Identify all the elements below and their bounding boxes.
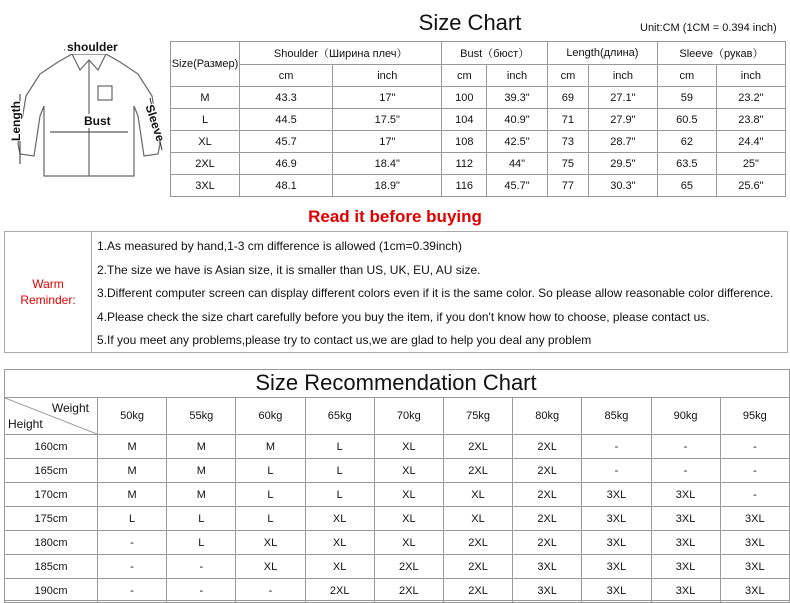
size-label-cell: L bbox=[171, 109, 240, 131]
recommended-size-cell: - bbox=[236, 579, 305, 603]
recommended-size-cell: XL bbox=[374, 531, 443, 555]
reminder-item: 3.Different computer screen can display different colors even if it is the same color. So please allow reasonable color difference. bbox=[97, 286, 774, 300]
size-value-cell: 25.6" bbox=[716, 175, 785, 197]
weight-header: 75kg bbox=[443, 398, 512, 435]
recommended-size-cell: 2XL bbox=[443, 459, 512, 483]
size-value-cell: 73 bbox=[547, 131, 588, 153]
recommended-size-cell: 2XL bbox=[513, 483, 582, 507]
recommended-size-cell: - bbox=[582, 435, 651, 459]
size-value-cell: 75 bbox=[547, 153, 588, 175]
recommended-size-cell: M bbox=[98, 483, 167, 507]
weight-header: 55kg bbox=[167, 398, 236, 435]
size-label-cell: XL bbox=[171, 131, 240, 153]
unit-note: Unit:CM (1CM = 0.394 inch) bbox=[640, 22, 777, 34]
size-value-cell: 45.7 bbox=[240, 131, 333, 153]
size-value-cell: 17.5" bbox=[333, 109, 442, 131]
height-row bbox=[5, 507, 790, 531]
recommended-size-cell: - bbox=[98, 531, 167, 555]
recommended-size-cell: XL bbox=[374, 507, 443, 531]
size-label-cell: 3XL bbox=[171, 175, 240, 197]
measure-header: Shoulder（Ширина плеч） bbox=[240, 42, 442, 65]
recommended-size-cell: XL bbox=[236, 555, 305, 579]
size-value-cell: 27.1" bbox=[588, 87, 657, 109]
unit-header: inch bbox=[716, 65, 785, 87]
recommended-size-cell: 3XL bbox=[651, 555, 720, 579]
recommended-size-cell: L bbox=[236, 507, 305, 531]
recommended-size-cell: 2XL bbox=[443, 579, 512, 603]
recommended-size-cell: 3XL bbox=[582, 483, 651, 507]
height-label-cell: 185cm bbox=[5, 555, 98, 579]
height-row bbox=[5, 531, 790, 555]
recommended-size-cell: - bbox=[98, 579, 167, 603]
weight-header: 60kg bbox=[236, 398, 305, 435]
recommended-size-cell: - bbox=[167, 555, 236, 579]
recommended-size-cell: XL bbox=[305, 555, 374, 579]
recommended-size-cell: 3XL bbox=[582, 555, 651, 579]
recommended-size-cell: 2XL bbox=[305, 579, 374, 603]
height-label-cell: 170cm bbox=[5, 483, 98, 507]
size-value-cell: 104 bbox=[442, 109, 487, 131]
height-row bbox=[5, 435, 790, 459]
size-value-cell: 116 bbox=[442, 175, 487, 197]
size-row bbox=[171, 109, 786, 131]
warm-reminder-label bbox=[5, 232, 92, 352]
recommended-size-cell: 3XL bbox=[513, 579, 582, 603]
size-value-cell: 108 bbox=[442, 131, 487, 153]
recommended-size-cell: L bbox=[98, 507, 167, 531]
shoulder-label: shoulder bbox=[67, 40, 118, 54]
weight-header: 70kg bbox=[374, 398, 443, 435]
recommended-size-cell: - bbox=[651, 435, 720, 459]
size-value-cell: 44" bbox=[487, 153, 548, 175]
size-value-cell: 18.4" bbox=[333, 153, 442, 175]
size-value-cell: 17" bbox=[333, 87, 442, 109]
recommended-size-cell: 2XL bbox=[443, 435, 512, 459]
recommended-size-cell: 2XL bbox=[443, 531, 512, 555]
size-row bbox=[171, 87, 786, 109]
unit-header: inch bbox=[588, 65, 657, 87]
shirt-measurement-diagram bbox=[10, 36, 170, 196]
recommended-size-cell: L bbox=[167, 507, 236, 531]
recommended-size-cell: 2XL bbox=[513, 459, 582, 483]
unit-header: cm bbox=[547, 65, 588, 87]
weight-axis-label: Weight bbox=[51, 401, 89, 415]
recommended-size-cell: 3XL bbox=[582, 507, 651, 531]
height-axis-label: Height bbox=[8, 417, 43, 431]
recommended-size-cell: - bbox=[720, 483, 789, 507]
recommended-size-cell: - bbox=[720, 459, 789, 483]
recommended-size-cell: XL bbox=[443, 507, 512, 531]
recommended-size-cell: 3XL bbox=[651, 579, 720, 603]
recommended-size-cell: 3XL bbox=[582, 579, 651, 603]
recommended-size-cell: 3XL bbox=[651, 483, 720, 507]
unit-header: inch bbox=[487, 65, 548, 87]
height-row bbox=[5, 579, 790, 603]
size-value-cell: 46.9 bbox=[240, 153, 333, 175]
size-value-cell: 69 bbox=[547, 87, 588, 109]
size-value-cell: 27.9" bbox=[588, 109, 657, 131]
measure-header: Bust（бюст） bbox=[442, 42, 547, 65]
size-value-cell: 71 bbox=[547, 109, 588, 131]
warm-reminder-label-line1: Warm bbox=[32, 277, 64, 291]
size-value-cell: 25" bbox=[716, 153, 785, 175]
reminder-item: 1.As measured by hand,1-3 cm difference is allowed (1cm=0.39inch) bbox=[97, 239, 462, 253]
recommended-size-cell: - bbox=[720, 435, 789, 459]
recommended-size-cell: 2XL bbox=[374, 579, 443, 603]
weight-header: 95kg bbox=[720, 398, 789, 435]
recommended-size-cell: M bbox=[98, 459, 167, 483]
size-value-cell: 39.3" bbox=[487, 87, 548, 109]
recommended-size-cell: XL bbox=[374, 435, 443, 459]
read-before-buying-title: Read it before buying bbox=[308, 207, 482, 226]
recommended-size-cell: XL bbox=[236, 531, 305, 555]
size-column-header: Size(Размер) bbox=[171, 42, 240, 87]
recommended-size-cell: 2XL bbox=[443, 555, 512, 579]
recommended-size-cell: 3XL bbox=[720, 507, 789, 531]
recommended-size-cell: M bbox=[236, 435, 305, 459]
size-value-cell: 62 bbox=[657, 131, 716, 153]
recommended-size-cell: 3XL bbox=[720, 579, 789, 603]
size-value-cell: 23.2" bbox=[716, 87, 785, 109]
size-row bbox=[171, 153, 786, 175]
length-label: Length bbox=[9, 101, 23, 141]
height-label-cell: 180cm bbox=[5, 531, 98, 555]
size-value-cell: 59 bbox=[657, 87, 716, 109]
height-label-cell: 160cm bbox=[5, 435, 98, 459]
warm-reminder-label-line2: Reminder: bbox=[20, 293, 76, 307]
size-value-cell: 24.4" bbox=[716, 131, 785, 153]
size-value-cell: 40.9" bbox=[487, 109, 548, 131]
recommended-size-cell: 3XL bbox=[651, 531, 720, 555]
unit-header: cm bbox=[240, 65, 333, 87]
recommended-size-cell: M bbox=[167, 459, 236, 483]
size-value-cell: 44.5 bbox=[240, 109, 333, 131]
warm-reminder-box bbox=[4, 231, 788, 353]
bust-label: Bust bbox=[84, 114, 111, 128]
recommended-size-cell: 2XL bbox=[513, 435, 582, 459]
size-value-cell: 43.3 bbox=[240, 87, 333, 109]
measure-header: Length(длина) bbox=[547, 42, 657, 65]
weight-header: 50kg bbox=[98, 398, 167, 435]
recommended-size-cell: XL bbox=[443, 483, 512, 507]
recommended-size-cell: XL bbox=[305, 507, 374, 531]
weight-header: 65kg bbox=[305, 398, 374, 435]
size-value-cell: 60.5 bbox=[657, 109, 716, 131]
weight-header: 85kg bbox=[582, 398, 651, 435]
recommended-size-cell: XL bbox=[305, 531, 374, 555]
recommended-size-cell: M bbox=[167, 483, 236, 507]
height-row bbox=[5, 555, 790, 579]
recommended-size-cell: 3XL bbox=[651, 507, 720, 531]
size-value-cell: 29.5" bbox=[588, 153, 657, 175]
weight-header: 90kg bbox=[651, 398, 720, 435]
recommended-size-cell: - bbox=[167, 579, 236, 603]
size-chart-title: Size Chart bbox=[418, 10, 522, 35]
reminder-item: 2.The size we have is Asian size, it is smaller than US, UK, EU, AU size. bbox=[97, 262, 481, 277]
height-label-cell: 175cm bbox=[5, 507, 98, 531]
recommended-size-cell: L bbox=[236, 459, 305, 483]
reminder-item: 4.Please check the size chart carefully before you buy the item, if you don't know how to choose, please contact us. bbox=[97, 309, 710, 324]
recommended-size-cell: - bbox=[651, 459, 720, 483]
recommendation-title: Size Recommendation Chart bbox=[255, 370, 537, 395]
recommended-size-cell: XL bbox=[374, 483, 443, 507]
sleeve-label: Sleeve bbox=[142, 102, 168, 144]
size-value-cell: 63.5 bbox=[657, 153, 716, 175]
reminder-item: 5.If you meet any problems,please try to contact us,we are glad to help you deal any problem bbox=[97, 333, 592, 347]
weight-height-corner-cell bbox=[5, 398, 98, 435]
size-value-cell: 42.5" bbox=[487, 131, 548, 153]
size-value-cell: 30.3" bbox=[588, 175, 657, 197]
recommended-size-cell: L bbox=[236, 483, 305, 507]
size-value-cell: 48.1 bbox=[240, 175, 333, 197]
recommended-size-cell: 3XL bbox=[720, 531, 789, 555]
recommended-size-cell: M bbox=[167, 435, 236, 459]
recommended-size-cell: L bbox=[167, 531, 236, 555]
height-label-cell: 165cm bbox=[5, 459, 98, 483]
recommended-size-cell: - bbox=[582, 459, 651, 483]
size-value-cell: 77 bbox=[547, 175, 588, 197]
size-value-cell: 65 bbox=[657, 175, 716, 197]
height-label-cell: 190cm bbox=[5, 579, 98, 603]
unit-header: cm bbox=[657, 65, 716, 87]
height-row bbox=[5, 483, 790, 507]
recommended-size-cell: 2XL bbox=[513, 531, 582, 555]
size-label-cell: 2XL bbox=[171, 153, 240, 175]
size-value-cell: 28.7" bbox=[588, 131, 657, 153]
size-row bbox=[171, 131, 786, 153]
recommended-size-cell: - bbox=[98, 555, 167, 579]
recommended-size-cell: L bbox=[305, 483, 374, 507]
measure-header: Sleeve（рукав） bbox=[657, 42, 785, 65]
recommended-size-cell: XL bbox=[374, 459, 443, 483]
size-value-cell: 45.7" bbox=[487, 175, 548, 197]
size-value-cell: 23.8" bbox=[716, 109, 785, 131]
size-value-cell: 17" bbox=[333, 131, 442, 153]
reminder-list bbox=[97, 235, 773, 353]
unit-header: inch bbox=[333, 65, 442, 87]
size-row bbox=[171, 175, 786, 197]
recommended-size-cell: 3XL bbox=[513, 555, 582, 579]
recommended-size-cell: M bbox=[98, 435, 167, 459]
unit-header-row bbox=[171, 65, 786, 87]
size-header-row bbox=[171, 42, 786, 65]
recommended-size-cell: 2XL bbox=[513, 507, 582, 531]
size-value-cell: 112 bbox=[442, 153, 487, 175]
size-label-cell: M bbox=[171, 87, 240, 109]
recommended-size-cell: L bbox=[305, 459, 374, 483]
unit-header: cm bbox=[442, 65, 487, 87]
size-value-cell: 100 bbox=[442, 87, 487, 109]
recommendation-table bbox=[4, 397, 790, 603]
recommended-size-cell: 2XL bbox=[374, 555, 443, 579]
weight-header-row bbox=[5, 398, 790, 435]
size-value-cell: 18.9" bbox=[333, 175, 442, 197]
weight-header: 80kg bbox=[513, 398, 582, 435]
height-row bbox=[5, 459, 790, 483]
size-chart-table bbox=[170, 41, 786, 197]
recommended-size-cell: 3XL bbox=[582, 531, 651, 555]
recommended-size-cell: 3XL bbox=[720, 555, 789, 579]
recommended-size-cell: L bbox=[305, 435, 374, 459]
